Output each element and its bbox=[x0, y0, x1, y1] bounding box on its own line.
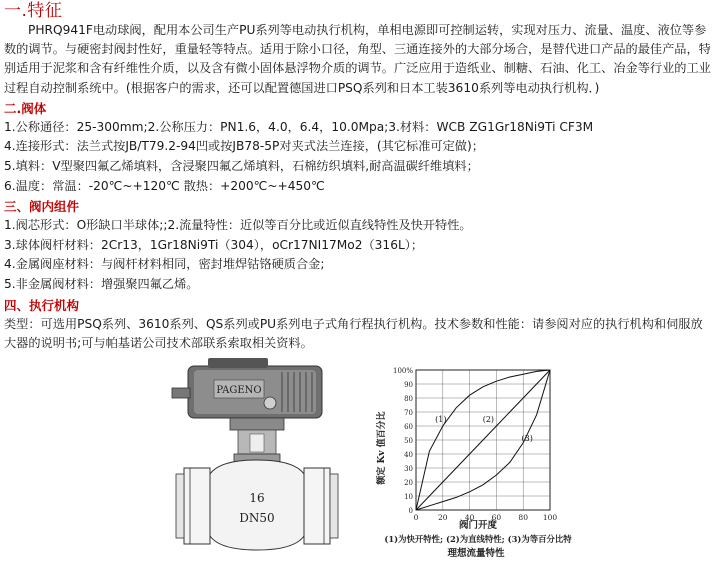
internals-line: 5.非金属阀材料：增强聚四氟乙烯。 bbox=[4, 276, 199, 291]
body-line: 4.连接形式：法兰式按JB/T79.2-94凹或按JB78-5P对夹式法兰连接，(其它标准可定做)； bbox=[4, 139, 484, 154]
y-tick-label: 30 bbox=[404, 465, 413, 473]
valve-illustration bbox=[170, 356, 355, 556]
section-heading-body: 二.阀体 bbox=[4, 100, 47, 116]
section-body bbox=[4, 100, 713, 196]
x-tick-label: 40 bbox=[464, 513, 475, 522]
valve-pressure-mark: 16 bbox=[249, 491, 265, 505]
y-axis-label: 额定 Kv 值百分比 bbox=[377, 411, 387, 485]
intro-paragraph: PHRQ941F电动球阀，配用本公司生产PU系列等电动执行机构，单相电源即可控制运转，实现对压力、流量、温度、液位等参数的调节。与硬密封阀封性好，重量轻等特点。适用于除小口径，角型、三通连接外的大部分场合，是替代进口产品的最佳产品，特别适用于泥浆和含有纤维性介质，以及含有微小固体悬浮物介质的调节。广泛应用于造纸业、制糖、石油、化工、冶金等行业的工业过程自动控制系统中。(根据客户的需求，还可以配置德国进口PSQ系列和日本工装3610系列等电动执行机构．) bbox=[4, 23, 711, 95]
y-tick-labels bbox=[393, 367, 413, 515]
y-tick-label: 100% bbox=[392, 367, 413, 375]
y-tick-label: 40 bbox=[404, 451, 413, 459]
y-tick-label: 80 bbox=[404, 395, 413, 403]
section-heading-actuator: 四、执行机构 bbox=[4, 297, 80, 313]
y-tick-label: 90 bbox=[404, 381, 413, 389]
y-tick-label: 20 bbox=[404, 479, 413, 487]
x-tick-label: 20 bbox=[438, 513, 448, 522]
series-label-3: (3) bbox=[521, 433, 533, 443]
y-tick-label: 0 bbox=[408, 507, 413, 515]
section-heading-internals: 三、阀内组件 bbox=[4, 199, 80, 215]
body-line: 5.填料：V型聚四氟乙烯填料，含浸聚四氟乙烯填料，石棉纺织填料,耐高温碳纤维填料； bbox=[4, 159, 479, 173]
valve-brand-label: PAGENO bbox=[216, 385, 262, 396]
y-tick-label: 70 bbox=[404, 409, 413, 417]
x-tick-label: 60 bbox=[491, 513, 502, 522]
internals-line: 1.阀芯形式：O形缺口半球体;;2.流量特性：近似等百分比或近似直线特性及快开特性。 bbox=[4, 218, 472, 233]
y-tick-label: 50 bbox=[404, 437, 413, 445]
page-title: 一.特征 bbox=[4, 1, 63, 21]
body-line: 6.温度：常温：-20℃~+120℃ 散热：+200℃~+450℃ bbox=[4, 178, 325, 193]
document bbox=[4, 0, 713, 353]
valve-size-mark: DN50 bbox=[239, 511, 275, 525]
x-tick-label: 100 bbox=[542, 513, 558, 522]
y-tick-label: 60 bbox=[404, 423, 413, 431]
series-label-1: (1) bbox=[435, 415, 447, 424]
actuator-paragraph: 类型：可选用PSQ系列、3610系列、QS系列或PU系列电子式角行程执行机构。技术参数和性能：请参阅对应的执行机构和伺服放大器的说明书;可与帕基诺公司技术部联系索取相关资料。 bbox=[4, 316, 703, 350]
x-tick-label: 80 bbox=[518, 513, 528, 522]
internals-line: 3.球体阀杆材料：2Cr13，1Gr18Ni9Ti（304），oCr17NI17Mo2（316L）； bbox=[4, 237, 424, 252]
x-axis-label: 阀门开度 bbox=[458, 520, 498, 531]
section-actuator bbox=[4, 297, 713, 353]
section-internals bbox=[4, 198, 713, 294]
chart-caption: 理想流量特性 bbox=[447, 548, 505, 558]
body-line: 1.公称通径：25-300mm;2.公称压力：PN1.6，4.0，6.4，10.0Mpa;3.材料：WCB ZG1Gr18Ni9Ti CF3M bbox=[4, 119, 594, 134]
figures bbox=[0, 356, 717, 562]
flow-characteristic-chart bbox=[372, 362, 587, 558]
x-tick-label: 0 bbox=[413, 513, 419, 522]
internals-line: 4.金属阀座材料：与阀杆材料相同，密封堆焊钴铬硬质合金; bbox=[4, 257, 325, 272]
series-label-2: (2) bbox=[482, 415, 495, 424]
y-tick-label: 10 bbox=[404, 493, 413, 501]
chart-legend: (1)为快开特性; (2)为直线特性; (3)为等百分比特 bbox=[384, 534, 572, 544]
